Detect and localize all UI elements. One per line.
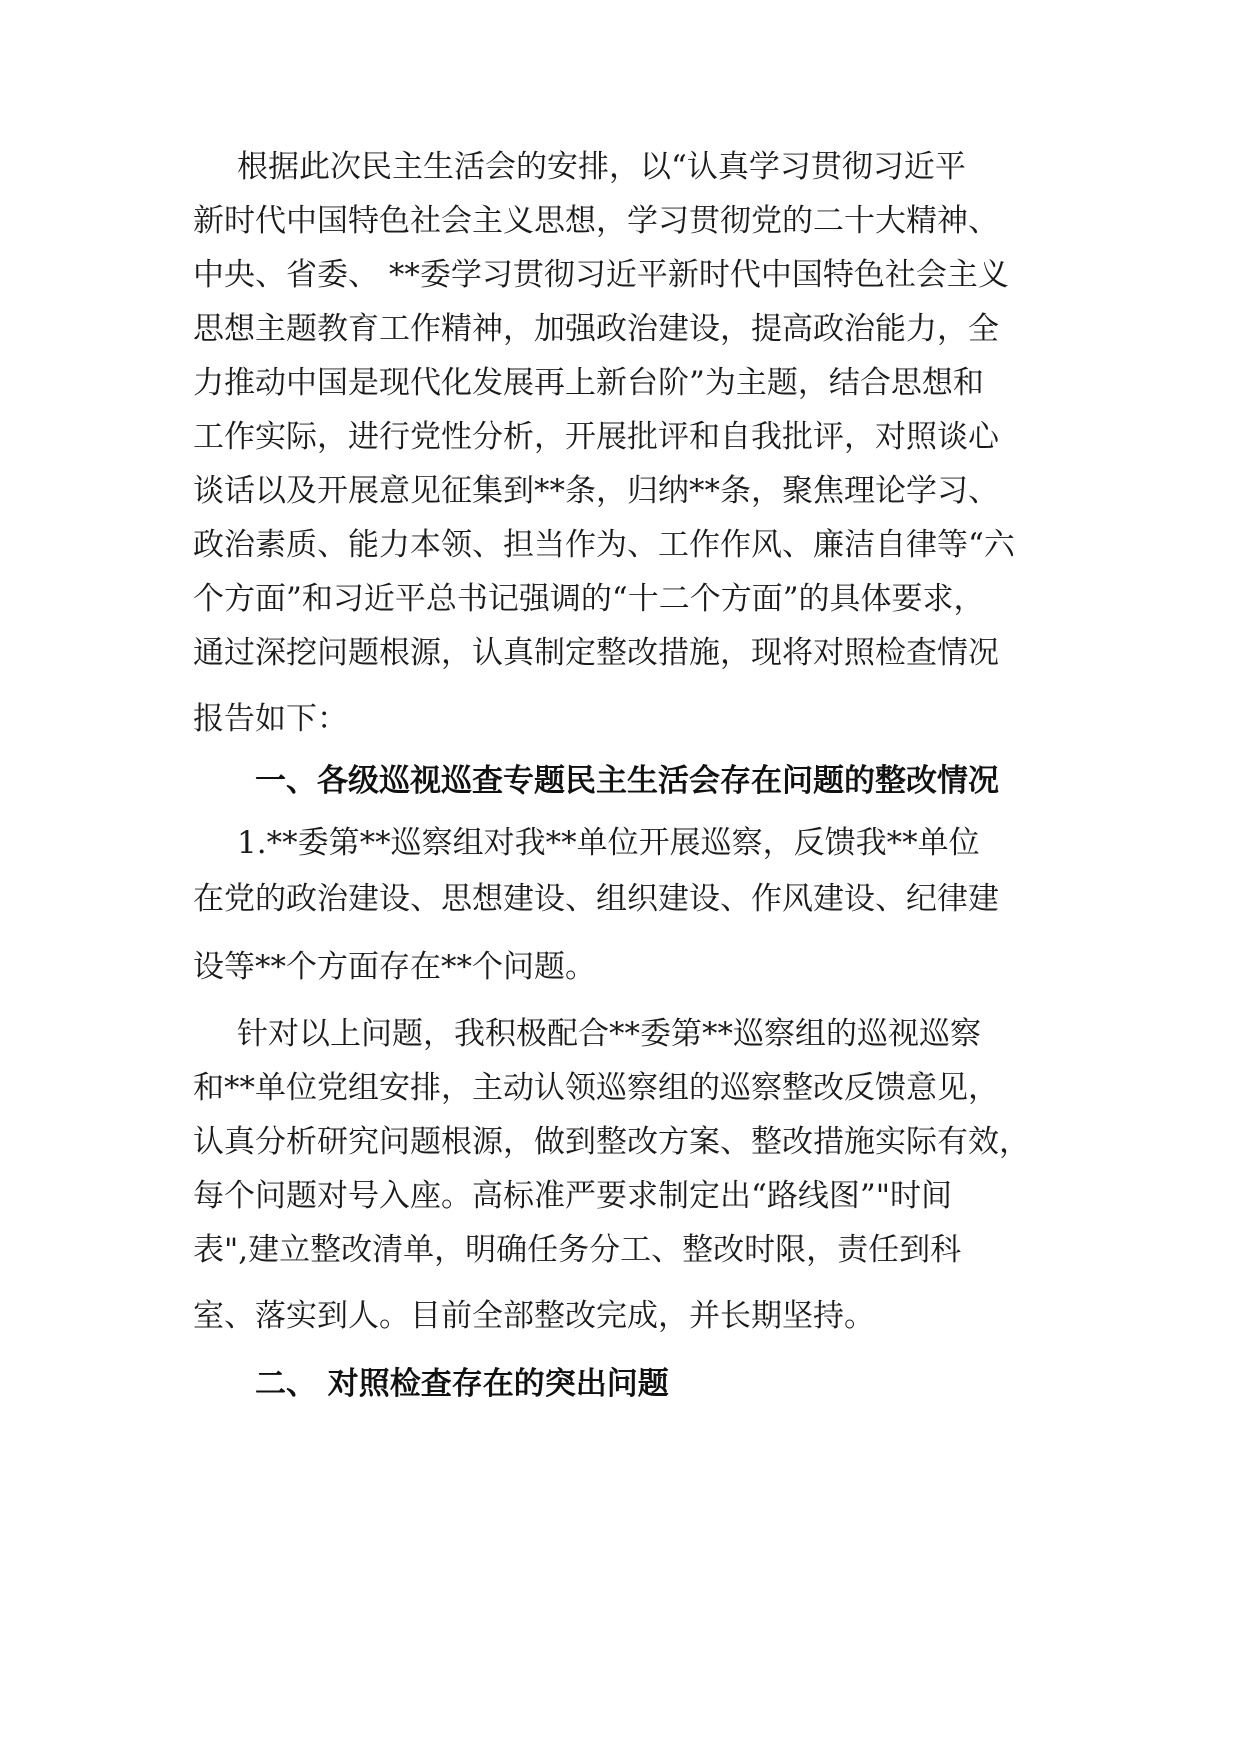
paragraph-1-line-8: 政治素质、能力本领、担当作为、工作作风、廉洁自律等“六	[193, 527, 1015, 563]
section-heading-1: 一、各级巡视巡查专题民主生活会存在问题的整改情况	[255, 763, 999, 799]
paragraph-1-line-7: 谈话以及开展意见征集到**条，归纳**条，聚焦理论学习、	[193, 473, 999, 509]
paragraph-1-line-6: 工作实际，进行党性分析，开展批评和自我批评，对照谈心	[193, 419, 999, 455]
paragraph-3-line-4: 每个问题对号入座。高标准严要求制定出“路线图”"时间	[193, 1178, 952, 1214]
paragraph-2-line-1: 1.**委第**巡察组对我**单位开展巡察，反馈我**单位	[237, 825, 980, 861]
paragraph-1-line-11: 报告如下：	[193, 701, 348, 737]
paragraph-3-line-5: 表",建立整改清单，明确任务分工、整改时限，责任到科	[193, 1232, 962, 1268]
paragraph-2-line-2: 在党的政治建设、思想建设、组织建设、作风建设、纪律建	[193, 881, 999, 917]
paragraph-1-line-3: 中央、省委、 **委学习贯彻习近平新时代中国特色社会主义	[193, 257, 1009, 293]
paragraph-3-line-2: 和**单位党组安排，主动认领巡察组的巡察整改反馈意见，	[193, 1070, 999, 1106]
paragraph-1-line-1: 根据此次民主生活会的安排，以“认真学习贯彻习近平	[237, 149, 966, 185]
paragraph-2-line-3: 设等**个方面存在**个问题。	[193, 949, 596, 985]
paragraph-1-line-5: 力推动中国是现代化发展再上新台阶”为主题，结合思想和	[193, 365, 984, 401]
paragraph-1-line-2: 新时代中国特色社会主义思想，学习贯彻党的二十大精神、	[193, 203, 999, 239]
paragraph-3-line-3: 认真分析研究问题根源，做到整改方案、整改措施实际有效，	[193, 1124, 1030, 1160]
paragraph-3-line-6: 室、落实到人。目前全部整改完成，并长期坚持。	[193, 1298, 875, 1334]
section-heading-2: 二、 对照检查存在的突出问题	[255, 1366, 669, 1402]
paragraph-1-line-4: 思想主题教育工作精神，加强政治建设，提高政治能力，全	[193, 311, 999, 347]
paragraph-1-line-9: 个方面”和习近平总书记强调的“十二个方面”的具体要求，	[193, 581, 985, 617]
paragraph-1-line-10: 通过深挖问题根源，认真制定整改措施，现将对照检查情况	[193, 635, 999, 671]
paragraph-3-line-1: 针对以上问题，我积极配合**委第**巡察组的巡视巡察	[237, 1016, 981, 1052]
